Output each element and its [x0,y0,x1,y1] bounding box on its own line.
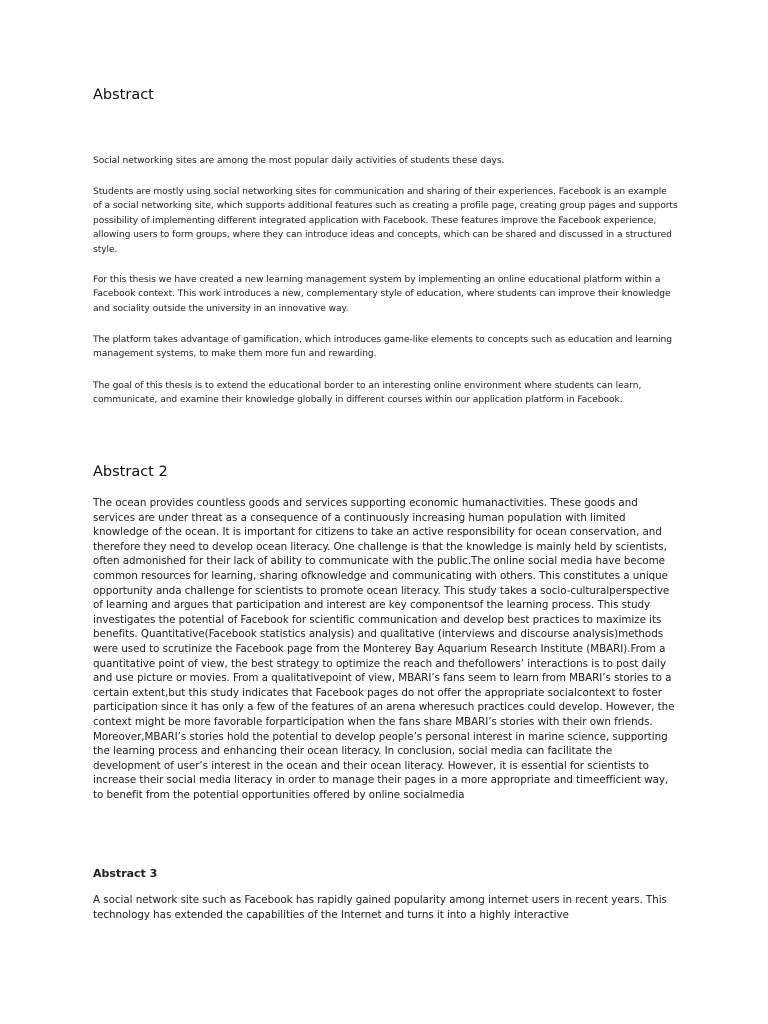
section-1-paragraph-1: Social networking sites are among the most popular daily activities of students these days. [93,156,505,166]
section-1-heading: Abstract [93,87,154,103]
section-1-paragraph-4: The platform takes advantage of gamification, which introduces game-like elements to concepts such as education and learning management systems, to make them more fun and rewarding. [93,335,672,360]
section-2-paragraph: The ocean provides countless goods and services supporting economic humanactivities. These goods and services are under threat as a consequence of a continuously increasing human population with limited knowledge of the ocean. It is important for citizens to take an active responsibility for ocean conservation, and therefore they need to develop ocean literacy. One challenge is that the knowledge is mainly held by scientists, often admonished for their lack of ability to communicate with the public.The online social media have become common resources for learning, sharing ofknowledge and communicating with others. This constitutes a unique opportunity anda challenge for scientists to promote ocean literacy. This study takes a socio-culturalperspective of learning and argues that participation and interest are key componentsof the learning process. This study investigates the potential of Facebook for scientific communication and develop best practices to maximize its benefits. Quantitative(Facebook statistics analysis) and qualitative (interviews and discourse analysis)methods were used to scrutinize the Facebook page from the Monterey Bay Aquarium Research Institute (MBARI).From a quantitative point of view, the best strategy to optimize the reach and thefollowers’ interactions is to post daily and use picture or movies. From a qualitativepoint of view, MBARI’s fans seem to learn from MBARI’s stories to a certain extent,but this study indicates that Facebook pages do not offer the appropriate socialcontext to foster participation since it has only a few of the features of an arena wheresuch practices could develop. However, the context might be more favorable forparticipation when the fans share MBARI’s stories with their own friends. Moreover,MBARI’s stories hold the potential to develop people’s personal interest in marine science, supporting the learning process and enhancing their ocean literacy. In conclusion, social media can facilitate the development of user’s interest in the ocean and their ocean literacy. However, it is essential for scientists to increase their social media literacy in order to manage their pages in a more appropriate and timeefficient way, to benefit from the potential opportunities offered by online socialmedia [93,497,675,801]
section-1-paragraph-2: Students are mostly using social networking sites for communication and sharing of their experiences. Facebook is an example of a social networking site, which supports additional features such as creating a profile page, creating group pages and supports possibility of implementing different integrated application with Facebook. These features improve the Facebook experience, allowing users to form groups, where they can introduce ideas and concepts, which can be shared and discussed in a structured style. [93,187,678,255]
section-3-paragraph: A social network site such as Facebook has rapidly gained popularity among internet users in recent years. This technology has extended the capabilities of the Internet and turns it into a highly interactive [93,894,667,921]
section-1-paragraph-3: For this thesis we have created a new learning management system by implementing an online educational platform within a Facebook context. This work introduces a new, complementary style of education, where students can improve their knowledge and sociality outside the university in an innovative way. [93,275,671,314]
section-1-paragraph-5: The goal of this thesis is to extend the educational border to an interesting online environment where students can learn, communicate, and examine their knowledge globally in different courses within our application platform in Facebook. [93,381,642,406]
section-2-heading: Abstract 2 [93,464,168,480]
section-3-heading: Abstract 3 [93,867,158,880]
